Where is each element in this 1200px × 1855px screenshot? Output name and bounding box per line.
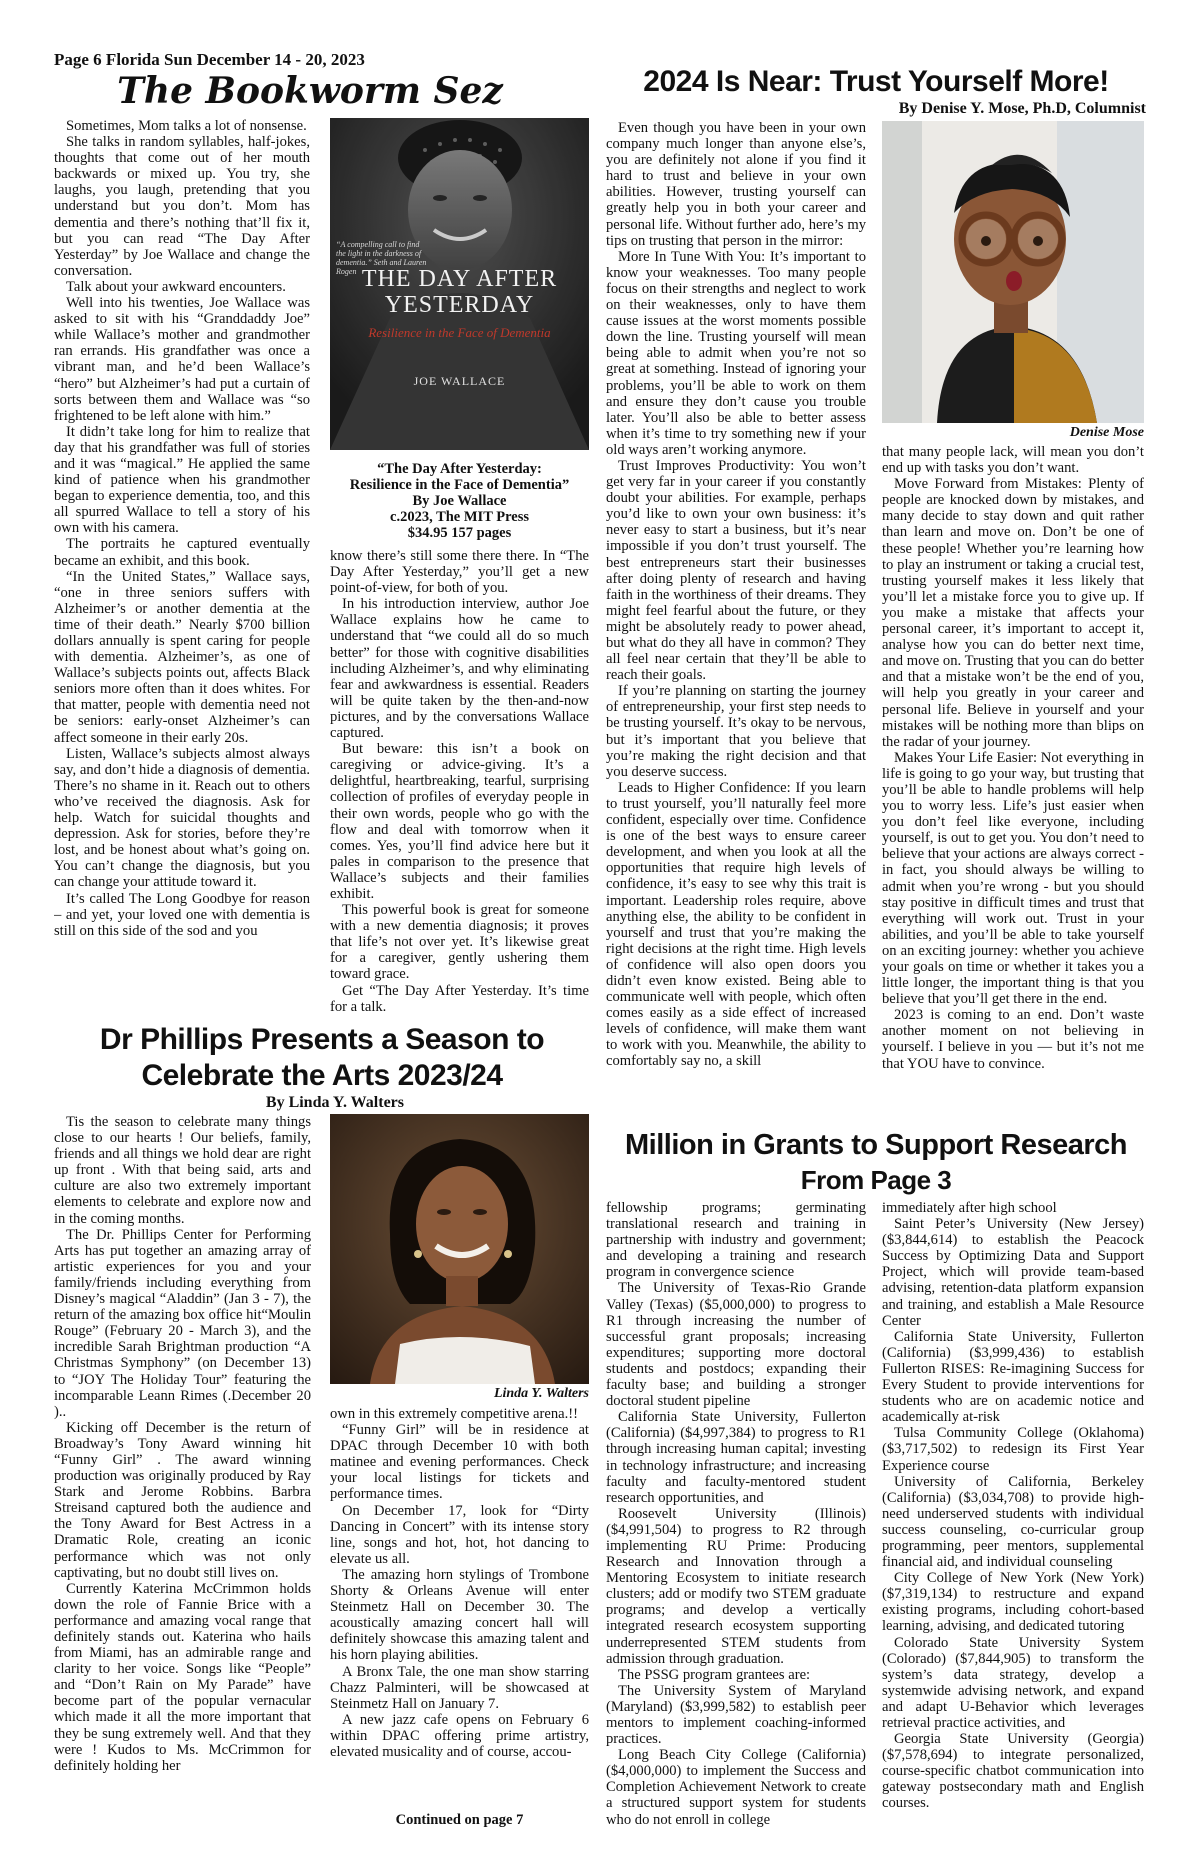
grants-paragraph: The University of Texas-Rio Grande Valley (Texas) ($5,000,000) to progress to R1 through increasing the number of successful grant proposals; increasing expenditures; supporting more doctoral students and postdocs; expanding their faculty base; and building a stronger doctoral student pipeline bbox=[606, 1280, 866, 1410]
grants-headline-line-1: Million in Grants to Support Research bbox=[625, 1129, 1127, 1161]
book-caption-line: Resilience in the Face of Dementia” bbox=[349, 477, 570, 493]
phillips-headline-line-2: Celebrate the Arts 2023/24 bbox=[141, 1059, 503, 1092]
bookworm-paragraph: It didn’t take long for him to realize that day that his grandfather was full of stories and it was “magical.” He applied the same kind of patience when his grandmother began to experience dementia, too, and this all spurred Wallace to tell a story of his own with his camera. bbox=[54, 423, 310, 537]
trust-paragraph: Move Forward from Mistakes: Plenty of people are knocked down by mistakes, and many decide to stay down and quit rather than learn and move on. Don’t be one of these people! Whether you’re learning how to play an instrument or taking a crucial test, trusting yourself makes it less likely that you’ll let a mistake force you to give up. If you make a mistake that affects your personal career, it’s important to accept it, analyse how you can do better next time, and move on. Trusting that you can do better and that a mistake won’t be the end of you, will help you greatly in your career and personal life. Believe in yourself and your mistakes will be nothing more than blips on the radar of your journey. bbox=[882, 476, 1144, 750]
phillips-paragraph: Currently Katerina McCrimmon holds down the role of Fannie Brice with a performance and amazing vocal range that definitely stands out. Katerina who hails from Miami, has an admirable range and clarity to her voice. Songs like “People” and “Don’t Rain on My Parade” have become part of the popular vernacular which made it all the more important that they be sung extremely well. And that they were ! Kudos to Ms. McCrimmon for definitely holding her bbox=[54, 1580, 311, 1774]
book-caption-line: By Joe Wallace bbox=[412, 493, 507, 509]
book-cover-subtitle: Resilience in the Face of Dementia bbox=[368, 325, 551, 340]
bookworm-paragraph: It’s called The Long Goodbye for reason – and yet, your loved one with dementia is still on this side of the sod and you bbox=[54, 890, 310, 939]
denise-photo-caption: Denise Mose bbox=[1069, 425, 1144, 440]
grants-column-2 bbox=[882, 1200, 1144, 1840]
bookworm-paragraph: The portraits he captured eventually became an exhibit, and this book. bbox=[54, 536, 310, 569]
page-folio: Page 6 Florida Sun December 14 - 20, 2023 bbox=[54, 50, 365, 69]
bookworm-paragraph: In his introduction interview, author Joe Wallace explains how he came to understand that “we could all do so much better” for those with cognitive disabilities including Alzheimer’s, and why eliminating fear and awkwardness is essential. Readers will be quite taken by the then-and-now pictures, and by the conversations Wallace captured. bbox=[330, 596, 589, 742]
phillips-byline: By Linda Y. Walters bbox=[265, 1094, 404, 1111]
phillips-paragraph: “Funny Girl” will be in residence at DPAC through December 10 with both matinee and evening performances. Check your local listings for tickets and performance times. bbox=[330, 1422, 589, 1503]
book-cover-blurb: “A compelling call to find the light in the darkness of dementia.” Seth and Lauren Rogen bbox=[336, 240, 427, 276]
bookworm-paragraph: Well into his twenties, Joe Wallace was asked to sit with his “Granddaddy Joe” while Wallace’s mother and grandmother ran errands. His grandfather was once a vibrant man, and he’d been Wallace’s “hero” but Alzheimer’s had put a curtain of sorts between them and Wallace was “so frightened to be left alone with him.” bbox=[54, 295, 310, 424]
grants-column-1 bbox=[606, 1200, 866, 1840]
bookworm-paragraph: Get “The Day After Yesterday. It’s time for a talk. bbox=[330, 982, 589, 1015]
grants-paragraph: fellowship programs; germinating translational research and training in partnership with industry and government; and developing a training and research program in convergence science bbox=[606, 1200, 866, 1281]
linda-walters-photo bbox=[330, 1114, 589, 1384]
bookworm-paragraph: This powerful book is great for someone with a new dementia diagnosis; it proves that life’s not over yet. It’s likewise great for a caregiver, gently ushering them toward grace. bbox=[330, 902, 589, 983]
phillips-paragraph: Tis the season to celebrate many things close to our hearts ! Our beliefs, family, friends and all things we hold dear are right up front . With that being said, arts and culture are also two extremely important elements to celebrate and explore now and in the coming months. bbox=[54, 1114, 311, 1227]
bookworm-paragraph: Sometimes, Mom talks a lot of nonsense. bbox=[66, 118, 307, 134]
grants-paragraph: The PSSG program grantees are: bbox=[618, 1666, 811, 1683]
phillips-paragraph: The Dr. Phillips Center for Performing Arts has put together an amazing array of artistic experiences for you and your family/friends including everything from Disney’s magical “Aladdin” (Jan 3 - 7), the return of the amazing box office hit“Moulin Rouge” (February 20 - March 3), and the incredible Sarah Brightman production “A Christmas Symphony” (on December 13) to “JOY The Holiday Tour” featuring the incomparable Leann Rimes (.December 20 ).. bbox=[54, 1226, 311, 1420]
phillips-column-1 bbox=[54, 1114, 311, 1838]
book-cover-title-1: THE DAY AFTER bbox=[361, 266, 558, 292]
bookworm-column-1 bbox=[54, 118, 310, 1018]
grants-paragraph: Saint Peter’s University (New Jersey) ($3,844,614) to establish the Peacock Success by Optimizing Data and Support Project, which will provide team-based advising, retention-data platform expansion and training, and establish a Male Resource Center bbox=[882, 1216, 1144, 1329]
grants-paragraph: California State University, Fullerton (California) ($4,997,384) to progress to R1 through increasing human capital; investing in technology infrastructure; and increasing faculty and faculty-mentored student research opportunities, and bbox=[606, 1409, 866, 1506]
grants-paragraph: The University System of Maryland (Maryland) ($3,999,582) to establish peer mentors to implement coaching-informed practices. bbox=[606, 1682, 866, 1748]
trust-byline: By Denise Y. Mose, Ph.D, Columnist bbox=[898, 100, 1146, 117]
grants-paragraph: immediately after high school bbox=[882, 1200, 1057, 1216]
grants-paragraph: University of California, Berkeley (California) ($3,034,708) to provide high-need underserved students with individual success counseling, co-curricular group programming, peer mentors, supplemental financial aid, and individual counseling bbox=[882, 1473, 1144, 1571]
phillips-headline bbox=[54, 1022, 590, 1094]
trust-headline: 2024 Is Near: Trust Yourself More! bbox=[643, 65, 1109, 98]
grants-paragraph: Georgia State University (Georgia) ($7,578,694) to integrate personalized, course-specific chatbot communication into gateway postsecondary math and English courses. bbox=[882, 1731, 1144, 1812]
bookworm-column-2 bbox=[330, 548, 589, 1018]
book-caption-line: “The Day After Yesterday: bbox=[377, 461, 542, 477]
trust-paragraph: that many people lack, will mean you don’t end up with tasks you don’t want. bbox=[882, 444, 1144, 477]
denise-mose-photo bbox=[882, 121, 1144, 423]
trust-paragraph: Leads to Higher Confidence: If you learn to trust yourself, you’ll naturally feel more confident, especially over time. Confidence is one of the best ways to ensure career development, and when you look at all the opportunities that require high levels of confidence, it’s easy to see why this trait is important. Leadership roles require, above anything else, the ability to be confident in yourself and trust that you’re making the right decisions at the right time. High levels of confidence will also open doors you didn’t even know existed. Being able to communicate well with people, which often comes easily as a side effect of increased levels of confidence, will make them want to work with you. Meanwhile, the ability to comfortably say no, a skill bbox=[606, 779, 866, 1070]
grants-headline bbox=[606, 1128, 1146, 1198]
book-details-caption bbox=[330, 461, 589, 541]
phillips-paragraph: Kicking off December is the return of Broadway’s Tony Award winning hit “Funny Girl” . The award winning production was originally produced by Ray Stark and Jerome Robbins. Barbra Streisand captured both the audience and the Tony Award for Best Actress in a Dramatic Role, creating an iconic performance which was not only captivating, but no doubt still lives on. bbox=[54, 1419, 311, 1581]
trust-paragraph: More In Tune With You: It’s important to know your weaknesses. Too many people focus on their strengths and neglect to work on their weaknesses, only to have them cause issues at the worst moments possible down the line. Trusting yourself will mean being able to admit when you’re not so great at something. Instead of ignoring your problems, you’ll be able to work on them and ensure they don’t cause you trouble later. You’ll also be able to better assess when it’s time to try something new if your old ways aren’t working anymore. bbox=[606, 248, 866, 458]
continued-on-page-link[interactable]: Continued on page 7 bbox=[395, 1812, 524, 1828]
grants-paragraph: Colorado State University System (Colorado) ($7,844,905) to transform the system’s data strategy, develop a systemwide advising network, and expand and adapt U-Behavior which leverages retrieval practice activities, and bbox=[882, 1634, 1144, 1731]
book-cover-author: JOE WALLACE bbox=[413, 374, 506, 388]
phillips-paragraph: A Bronx Tale, the one man show starring Chazz Palminteri, will be showcased at Steinmetz Hall on January 7. bbox=[330, 1663, 589, 1712]
trust-paragraph: Makes Your Life Easier: Not everything in life is going to go your way, but trusting that you’ll be able to handle problems will help you to worry less. Life’s just easier when you don’t feel like everyone, including yourself, is out to get you. You don’t need to believe that your actions are always correct - in fact, you should always be willing to admit when you’re wrong - but you should stay positive in difficult times and trust that everything will work out. Trust in your abilities, and you’ll be able to take yourself on an exciting journey: whether you achieve your goals on time or whether it takes you a little longer, the important thing is that you believe that you’ll get there in the end. bbox=[882, 749, 1144, 1008]
bookworm-paragraph: know there’s still some there there. In “The Day After Yesterday,” you’ll get a new point-of-view, for both of you. bbox=[330, 548, 589, 597]
grants-paragraph: Long Beach City College (California) ($4,000,000) to implement the Success and Completion Achievement Network to create a structured support system for students who do not enroll in college bbox=[606, 1747, 866, 1828]
phillips-column-2 bbox=[330, 1406, 589, 1806]
bookworm-paragraph: Talk about your awkward encounters. bbox=[66, 278, 286, 295]
trust-paragraph: Even though you have been in your own company much longer than anyone else’s, you are definitely not alone if you find it hard to trust and believe in your own abilities. However, trusting yourself can greatly help you in both your career and personal life. Without further ado, here’s my tips on trusting that person in the mirror: bbox=[606, 120, 866, 249]
trust-paragraph: 2023 is coming to an end. Don’t waste another moment on not believing in yourself. I believe in you — but it’s not me that YOU have to convince. bbox=[882, 1007, 1144, 1072]
book-caption-line: c.2023, The MIT Press bbox=[390, 509, 529, 525]
bookworm-paragraph: Listen, Wallace’s subjects almost always say, and don’t hide a diagnosis of dementia. There’s no shame in it. Reach out to others who’ve received the diagnosis. Ask for help. Watch for suicidal thoughts and depression. Ask for stories, before they’re lost, and be honest about what’s going on. You can’t change the diagnosis, but you can change your attitude toward it. bbox=[54, 745, 310, 891]
trust-paragraph: Trust Improves Productivity: You won’t get very far in your career if you constantly doubt your abilities. For example, perhaps you’d like to own your own business: it’s never easy to start a business, but it’s near impossible if you don’t trust yourself. The best entrepreneurs start their businesses after doing plenty of research and having faith in the worthiness of their dreams. They might feel fearful about the future, or they might be absolutely ready to power ahead, but what do they all have in common? They all feel near certain that they’ll be able to reach their goals. bbox=[606, 457, 866, 684]
grants-paragraph: California State University, Fullerton (California) ($3,999,436) to establish Fullerton RISES: Re-imagining Success for Every Student to provide interventions for students who are on academic notice and academically at-risk bbox=[882, 1328, 1144, 1426]
phillips-paragraph: The amazing horn stylings of Trombone Shorty & Orleans Avenue will enter Steinmetz Hall on December 30. The acoustically amazing concert hall will definitely showcase this amazing talent and his horn playing abilities. bbox=[330, 1566, 589, 1664]
phillips-paragraph: own in this extremely competitive arena.!! bbox=[330, 1406, 579, 1422]
book-cover-title-2: YESTERDAY bbox=[384, 292, 535, 318]
phillips-headline-line-1: Dr Phillips Presents a Season to bbox=[99, 1023, 545, 1056]
bookworm-title: The Bookworm Sez bbox=[117, 70, 503, 112]
bookworm-paragraph: “In the United States,” Wallace says, “one in three seniors suffers with Alzheimer’s or another dementia at the time of their death.” Nearly $700 billion dollars annually is spent caring for people with dementia. Alzheimer’s, as one of Wallace’s subjects points out, affects Black seniors more often than it does whites. For that matter, people with dementia need not be seniors: early-onset Alzheimer’s can affect someone in their early 20s. bbox=[54, 568, 310, 746]
grants-paragraph: Roosevelt University (Illinois) ($4,991,504) to progress to R2 through implementing RU Prime: Producing Research and Innovation through a Mentoring Ecosystem to initiate research clusters; add or modify two STEM graduate programs; and develop a vertically integrated research ecosystem supporting underrepresented STEM students from admission through graduation. bbox=[606, 1505, 866, 1667]
bookworm-paragraph: She talks in random syllables, half-jokes, thoughts that come out of her mouth backwards or mixed up. You try, she laughs, you laugh, pretending that you understand but you don’t. Mom has dementia and there’s nothing that’ll fix it, but you can read “The Day After Yesterday” by Joe Wallace and change the conversation. bbox=[54, 134, 310, 279]
linda-photo-caption: Linda Y. Walters bbox=[493, 1386, 589, 1401]
phillips-paragraph: On December 17, look for “Dirty Dancing in Concert” with its intense story line, songs and hot, hot, hot dancing to elevate us all. bbox=[330, 1502, 589, 1567]
trust-column-1 bbox=[606, 120, 866, 1124]
grants-paragraph: Tulsa Community College (Oklahoma) ($3,717,502) to redesign its First Year Experience course bbox=[882, 1425, 1144, 1474]
book-caption-line: $34.95 157 pages bbox=[407, 525, 512, 541]
grants-paragraph: City College of New York (New York) ($7,319,134) to restructure and expand existing programs, including cohort-based learning, advising, and dedicated tutoring bbox=[882, 1570, 1144, 1635]
grants-headline-line-2: From Page 3 bbox=[800, 1165, 952, 1195]
bookworm-paragraph: But beware: this isn’t a book on caregiving or advice-giving. It’s a delightful, heartbreaking, tearful, surprising collection of profiles of everyday people in their own words, people who go with the flow and deal with tomorrow when it comes. Yes, you’ll find advice here but it pales in comparison to the presence that Wallace’s subjects and their families exhibit. bbox=[330, 741, 589, 902]
book-cover-image bbox=[330, 118, 589, 450]
trust-paragraph: If you’re planning on starting the journey of entrepreneurship, your first step needs to be trusting yourself. It’s okay to be nervous, but it’s important that you believe that you’re making the right decision and that you deserve success. bbox=[606, 683, 866, 780]
phillips-paragraph: A new jazz cafe opens on February 6 within DPAC offering prime artistry, elevated musicality and of course, accou- bbox=[330, 1711, 589, 1760]
trust-column-2 bbox=[882, 444, 1144, 1124]
